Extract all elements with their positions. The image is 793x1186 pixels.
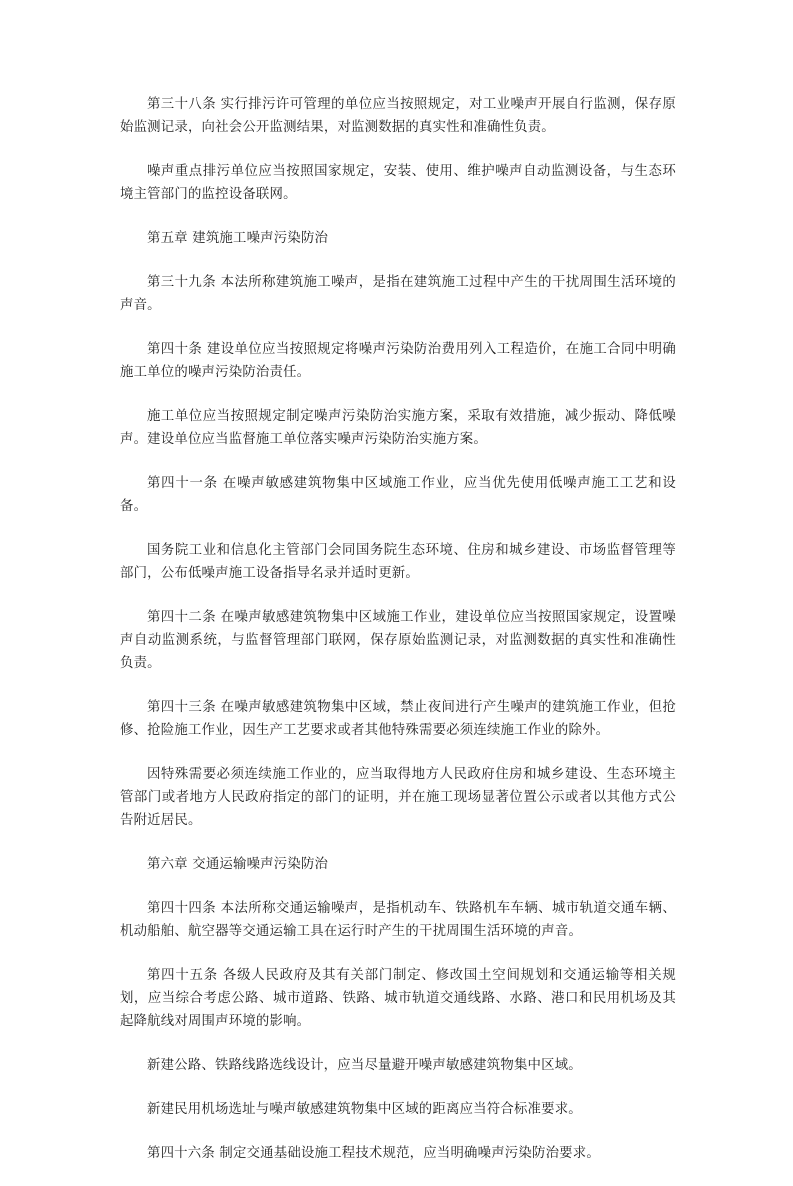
article-45-paragraph-2: 新建公路、铁路线路选线设计，应当尽量避开噪声敏感建筑物集中区域。 [147,1058,582,1073]
article-41-paragraph-2: 国务院工业和信息化主管部门会同国务院生态环境、住房和城乡建设、市场监督管理等部门，公布低噪声施工设备指导名录并适时更新。 [120,543,676,581]
article-45-paragraph-3: 新建民用机场选址与噪声敏感建筑物集中区域的距离应当符合标准要求。 [147,1102,582,1117]
chapter-5-heading: 第五章 建筑施工噪声污染防治 [147,231,329,246]
article-46: 第四十六条 制定交通基础设施工程技术规范，应当明确噪声污染防治要求。 [147,1146,600,1161]
article-45: 第四十五条 各级人民政府及其有关部门制定、修改国土空间规划和交通运输等相关规划，应当综合考虑公路、城市道路、铁路、城市轨道交通线路、水路、港口和民用机场及其起降航线对周围声环境的影响。 [120,968,676,1029]
article-41: 第四十一条 在噪声敏感建筑物集中区域施工作业，应当优先使用低噪声施工工艺和设备。 [120,476,676,514]
article-44: 第四十四条 本法所称交通运输噪声，是指机动车、铁路机车车辆、城市轨道交通车辆、机动船舶、航空器等交通运输工具在运行时产生的干扰周围生活环境的声音。 [120,901,676,939]
article-40: 第四十条 建设单位应当按照规定将噪声污染防治费用列入工程造价，在施工合同中明确施工单位的噪声污染防治责任。 [120,342,676,380]
article-43: 第四十三条 在噪声敏感建筑物集中区域，禁止夜间进行产生噪声的建筑施工作业，但抢修、抢险施工作业，因生产工艺要求或者其他特殊需要必须连续施工作业的除外。 [120,700,676,738]
article-38: 第三十八条 实行排污许可管理的单位应当按照规定，对工业噪声开展自行监测，保存原始监测记录，向社会公开监测结果，对监测数据的真实性和准确性负责。 [120,97,676,135]
document-body [120,93,676,1186]
article-38-paragraph-2: 噪声重点排污单位应当按照国家规定，安装、使用、维护噪声自动监测设备，与生态环境主管部门的监控设备联网。 [120,164,676,202]
article-39: 第三十九条 本法所称建筑施工噪声，是指在建筑施工过程中产生的干扰周围生活环境的声音。 [120,275,676,313]
article-42: 第四十二条 在噪声敏感建筑物集中区域施工作业，建设单位应当按照国家规定，设置噪声自动监测系统，与监督管理部门联网，保存原始监测记录，对监测数据的真实性和准确性负责。 [120,610,676,671]
article-40-paragraph-2: 施工单位应当按照规定制定噪声污染防治实施方案，采取有效措施，减少振动、降低噪声。建设单位应当监督施工单位落实噪声污染防治实施方案。 [120,409,676,447]
article-43-paragraph-2: 因特殊需要必须连续施工作业的，应当取得地方人民政府住房和城乡建设、生态环境主管部门或者地方人民政府指定的部门的证明，并在施工现场显著位置公示或者以其他方式公告附近居民。 [120,767,676,828]
chapter-6-heading: 第六章 交通运输噪声污染防治 [147,857,329,872]
